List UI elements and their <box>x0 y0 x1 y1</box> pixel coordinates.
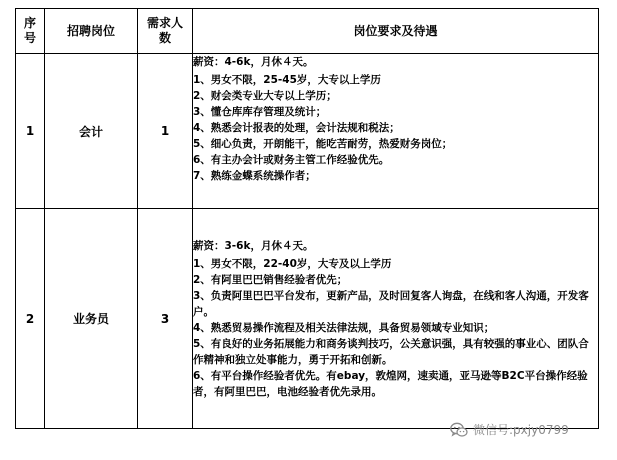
header-index: 序号 <box>16 9 45 54</box>
row-requirements <box>193 209 599 429</box>
header-row <box>16 9 599 54</box>
requirement-line: 5、有良好的业务拓展能力和商务谈判技巧，公关意识强，具有较强的事业心、团队合作精神和独立处事能力，勇于开拓和创新。 <box>193 337 589 366</box>
requirement-line: 2、有阿里巴巴销售经验者优先； <box>193 273 348 286</box>
watermark-text: 微信号:pxjy0799 <box>473 423 569 437</box>
recruitment-table <box>15 8 599 429</box>
requirement-line: 5、细心负责，开朗能干，能吃苦耐劳，热爱财务岗位； <box>193 138 453 150</box>
salary-line: 薪资：3-6k，月休４天。 <box>193 239 314 252</box>
wechat-icon <box>450 422 468 438</box>
salary-line: 薪资：4-6k，月休４天。 <box>193 56 314 68</box>
requirement-line: 2、财会类专业大专以上学历； <box>193 90 337 102</box>
table-row <box>16 54 599 209</box>
requirement-line: 6、有平台操作经验者优先。有ebay，敦煌网，速卖通，亚马逊等B2C平台操作经验者，有阿里巴巴，电池经验者优先录用。 <box>193 369 588 398</box>
requirement-line: 3、负责阿里巴巴平台发布，更新产品，及时回复客人询盘，在线和客人沟通，开发客户。 <box>193 289 589 318</box>
wechat-watermark <box>450 421 569 438</box>
row-position: 会计 <box>45 54 138 209</box>
requirement-line: 6、有主办会计或财务主管工作经验优先。 <box>193 154 390 166</box>
header-count: 需求人数 <box>138 9 193 54</box>
row-position: 业务员 <box>45 209 138 429</box>
requirement-line: 1、男女不限，22-40岁，大专及以上学历 <box>193 257 392 270</box>
header-position: 招聘岗位 <box>45 9 138 54</box>
requirement-line: 4、熟悉贸易操作流程及相关法律法规，具备贸易领域专业知识； <box>193 321 495 334</box>
table-row <box>16 209 599 429</box>
row-count: 1 <box>138 54 193 209</box>
requirement-line: 3、懂仓库库存管理及统计； <box>193 106 327 118</box>
requirement-line: 1、男女不限，25-45岁，大专以上学历 <box>193 74 381 86</box>
row-index: 1 <box>16 54 45 209</box>
row-count: 3 <box>138 209 193 429</box>
row-index: 2 <box>16 209 45 429</box>
requirement-line: 7、熟练金蝶系统操作者； <box>193 170 316 182</box>
header-requirements: 岗位要求及待遇 <box>193 9 599 54</box>
row-requirements <box>193 54 599 209</box>
requirement-line: 4、熟悉会计报表的处理，会计法规和税法； <box>193 122 400 134</box>
